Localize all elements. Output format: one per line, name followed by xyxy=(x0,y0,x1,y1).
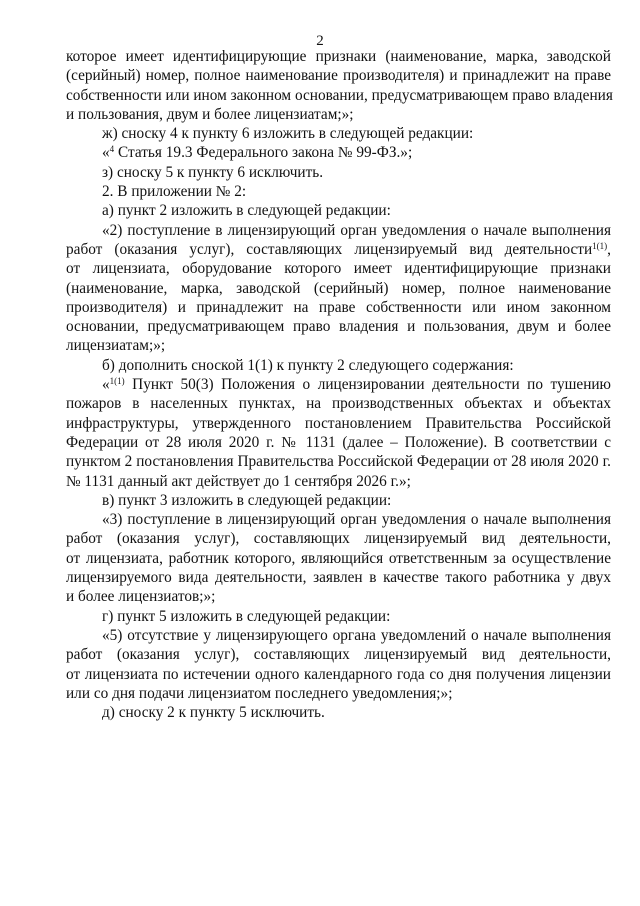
line-text: или со дня подачи лицензиатом последнего уведомления;»; xyxy=(66,684,453,702)
text-line xyxy=(66,568,611,587)
line-text: г) пункт 5 изложить в следующей редакции: xyxy=(102,607,391,625)
text-line xyxy=(66,665,611,684)
text-line xyxy=(66,221,611,240)
line-text: в) пункт 3 изложить в следующей редакции: xyxy=(102,491,392,509)
line-text: з) сноску 5 к пункту 6 исключить. xyxy=(102,163,324,181)
line-text: основании, предусматривающем право владения и пользования, двум и более xyxy=(66,318,611,336)
line-text: (наименование, марка, заводской (серийный) номер, полное наименование xyxy=(66,279,611,297)
footnote-marker: 1(1) xyxy=(592,240,608,251)
line-text: д) сноску 2 к пункту 5 исключить. xyxy=(102,704,325,722)
line-text: от лицензиата, оборудование которого имеет идентифицирующие признаки xyxy=(66,260,611,278)
text-line xyxy=(66,703,611,722)
text-line xyxy=(66,452,611,471)
line-text: лицензируемого вида деятельности, заявлен в качестве такого работника у двух xyxy=(66,569,611,587)
text-line xyxy=(66,645,611,664)
line-text: от лицензиата, работник которого, являющийся ответственным за осуществление xyxy=(66,549,611,567)
text-line xyxy=(66,259,611,278)
text-line xyxy=(66,491,611,510)
line-text: от лицензиата по истечении одного календарного года со дня получения лицензии xyxy=(66,665,611,683)
text-line xyxy=(66,105,611,124)
text-line xyxy=(66,529,611,548)
text-line xyxy=(66,626,611,645)
line-text: работ (оказания услуг), составляющих лицензируемый вид деятельности, xyxy=(66,530,611,548)
text-line xyxy=(66,336,611,355)
text-line xyxy=(66,394,611,413)
text-line xyxy=(66,317,611,336)
line-text: производителя) и принадлежит на праве собственности или ином законном xyxy=(66,298,611,316)
text-line xyxy=(66,298,611,317)
text-line xyxy=(66,240,611,259)
footnote-marker: 4 xyxy=(109,144,115,155)
line-text: «5) отсутствие у лицензирующего органа уведомлений о начале выполнения xyxy=(102,626,611,644)
text-line xyxy=(66,182,611,201)
line-text: Пункт 50(3) Положения о лицензировании деятельности по тушению xyxy=(124,376,611,394)
line-text: лицензиатам;»; xyxy=(66,337,166,355)
text-line xyxy=(66,549,611,568)
line-text: и пользования, двум и более лицензиатам;»; xyxy=(66,105,354,123)
line-text: (серийный) номер, полное наименование производителя) и принадлежит на праве xyxy=(66,67,611,85)
line-text: собственности или ином законном основании, предусматривающем право владения xyxy=(66,86,613,104)
line-text: Статья 19.3 Федерального закона № 99-ФЗ.»; xyxy=(114,144,413,162)
footnote-marker: 1(1) xyxy=(109,376,125,387)
text-line xyxy=(66,201,611,220)
text-line xyxy=(66,414,611,433)
line-text: которое имеет идентифицирующие признаки (наименование, марка, заводской xyxy=(66,48,611,65)
text-line xyxy=(66,47,611,66)
line-prefix: « xyxy=(102,144,110,162)
text-line xyxy=(66,66,611,85)
line-text: пунктом 2 постановления Правительства Российской Федерации от 28 июля 2020 г. xyxy=(66,453,611,471)
page-number: 2 xyxy=(316,33,324,49)
line-text: 2. В приложении № 2: xyxy=(102,183,247,201)
text-line xyxy=(66,684,611,703)
document-body xyxy=(66,47,611,722)
line-text: № 1131 данный акт действует до 1 сентября 2026 г.»; xyxy=(66,472,411,490)
text-line xyxy=(66,587,611,606)
line-prefix: « xyxy=(102,376,110,394)
line-text: Федерации от 28 июля 2020 г. № 1131 (далее – Положение). В соответствии с xyxy=(66,433,611,451)
line-text: ж) сноску 4 к пункту 6 изложить в следующей редакции: xyxy=(102,125,474,143)
line-text: б) дополнить сноской 1(1) к пункту 2 следующего содержания: xyxy=(102,356,514,374)
text-line xyxy=(66,124,611,143)
line-text: и более лицензиатов;»; xyxy=(66,588,216,606)
text-line xyxy=(66,607,611,626)
text-line xyxy=(66,86,611,105)
text-line xyxy=(66,375,611,394)
line-text: «2) поступление в лицензирующий орган уведомления о начале выполнения xyxy=(102,221,611,239)
text-line xyxy=(66,433,611,452)
line-text: работ (оказания услуг), составляющих лицензируемый вид деятельности, xyxy=(66,646,611,664)
text-line xyxy=(66,279,611,298)
text-line xyxy=(66,472,611,491)
text-line xyxy=(66,143,611,162)
line-suffix: , xyxy=(607,240,611,258)
line-text: пожаров в населенных пунктах, на производственных объектах и объектах xyxy=(66,395,611,413)
line-text: работ (оказания услуг), составляющих лицензируемый вид деятельности xyxy=(66,240,593,258)
line-text: инфраструктуры, утвержденного постановлением Правительства Российской xyxy=(66,414,611,432)
text-line xyxy=(66,163,611,182)
line-text: «3) поступление в лицензирующий орган уведомления о начале выполнения xyxy=(102,511,611,529)
line-text: а) пункт 2 изложить в следующей редакции: xyxy=(102,202,391,220)
text-line xyxy=(66,510,611,529)
text-line xyxy=(66,356,611,375)
